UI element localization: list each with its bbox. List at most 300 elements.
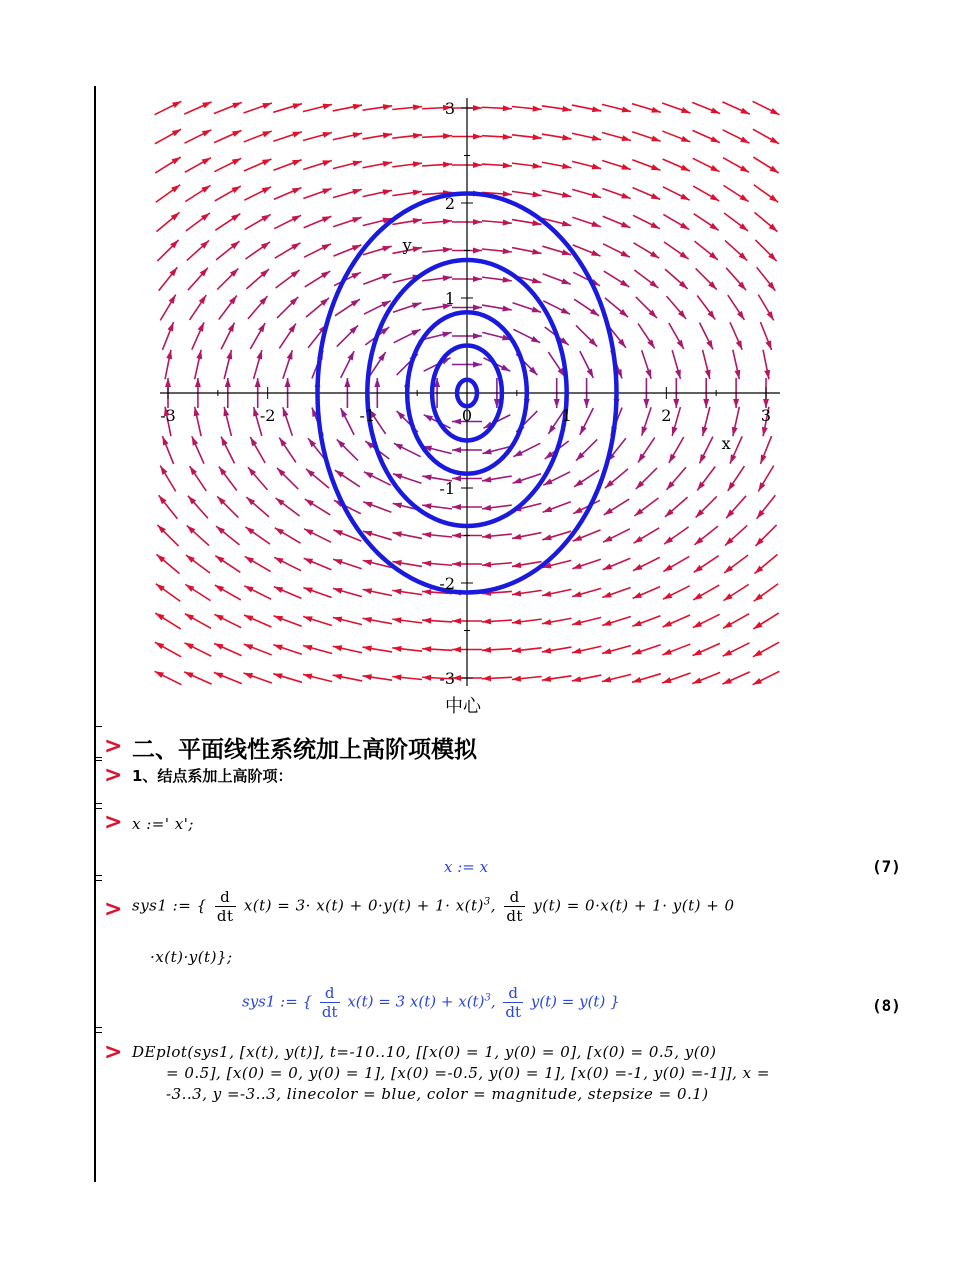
field-arrowhead	[232, 102, 241, 108]
y-axis-label: y	[402, 235, 412, 255]
phase-portrait-plot[interactable]	[140, 92, 800, 718]
field-arrowhead	[482, 477, 491, 483]
field-arrowhead	[322, 216, 331, 222]
field-arrowhead	[650, 222, 659, 229]
field-arrowhead	[250, 437, 257, 446]
input-line[interactable]: sys1 := { $\frac{d}{dt}$ $x(t) = 3\cdot x(t) + 0\cdot y(t) + 1\cdot x(t)^3$, $\frac{d}{dt}$ y(t) = 0·x(t) + 1· y(t) + 0	[132, 888, 735, 925]
field-arrowhead	[452, 447, 461, 453]
field-arrowhead	[333, 617, 342, 623]
field-arrowhead	[711, 107, 720, 113]
field-arrowhead	[590, 308, 599, 315]
field-arrowhead	[754, 594, 763, 602]
plot-axes	[160, 98, 780, 686]
field-arrowhead	[199, 295, 206, 304]
field-arrowhead	[292, 132, 301, 138]
field-arrowhead	[503, 105, 512, 111]
field-arrowhead	[394, 443, 403, 450]
field-arrowhead	[502, 306, 511, 312]
field-arrowhead	[292, 215, 301, 222]
field-arrowhead	[693, 621, 702, 628]
field-arrowhead	[287, 350, 293, 359]
field-arrowhead	[383, 104, 392, 110]
field-arrowhead	[694, 565, 703, 572]
field-arrowhead	[769, 166, 778, 173]
field-arrowhead	[392, 646, 401, 652]
field-arrowhead	[292, 103, 301, 109]
field-arrowhead	[592, 135, 601, 141]
field-arrowhead	[285, 378, 291, 387]
field-arrowhead	[643, 399, 649, 408]
field-arrowhead	[501, 365, 510, 372]
x-tick-label: 0	[461, 406, 473, 425]
field-arrowhead	[392, 589, 401, 595]
field-arrowhead	[591, 250, 600, 256]
field-arrowhead	[760, 454, 766, 463]
field-arrowhead	[663, 564, 672, 571]
field-arrowhead	[621, 193, 630, 199]
field-arrowhead	[255, 378, 261, 387]
field-arrowhead	[221, 437, 228, 446]
field-arrowhead	[512, 562, 521, 568]
field-arrowhead	[672, 426, 678, 435]
field-arrowhead	[374, 378, 380, 387]
field-arrowhead	[680, 194, 689, 201]
derivative-operator: $\frac{d}{dt}$	[506, 888, 523, 925]
field-arrowhead	[572, 563, 581, 569]
field-arrowhead	[602, 648, 611, 654]
field-arrowhead	[513, 450, 522, 457]
y-tick-label: -1	[439, 479, 455, 498]
field-arrowhead	[502, 277, 511, 283]
x-tick-label: -2	[259, 406, 276, 425]
field-arrowhead	[740, 108, 749, 114]
field-arrowhead	[740, 137, 749, 144]
field-arrowhead	[262, 131, 271, 137]
field-arrowhead	[770, 108, 779, 115]
input-line-continued[interactable]: = 0.5], [x(0) = 0, y(0) = 1], [x(0) =-0.5, y(0) = 1], [x(0) =-1, y(0) =-1]], x =	[166, 1064, 770, 1082]
field-arrowhead	[542, 676, 551, 682]
field-arrowhead	[531, 336, 540, 343]
field-arrowhead	[262, 159, 271, 165]
field-arrowhead	[723, 621, 732, 628]
field-arrowhead	[262, 187, 271, 194]
field-arrowhead	[543, 506, 552, 512]
field-arrowhead	[728, 482, 735, 491]
field-arrowhead	[632, 620, 641, 626]
x-tick-label: -1	[359, 406, 376, 425]
field-arrowhead	[351, 299, 360, 306]
field-arrowhead	[710, 194, 719, 201]
field-arrowhead	[322, 244, 331, 251]
field-arrowhead	[198, 322, 204, 331]
field-arrowhead	[621, 251, 630, 258]
field-arrowhead	[422, 475, 431, 481]
field-arrowhead	[452, 618, 461, 624]
field-arrowhead	[542, 648, 551, 654]
field-arrowhead	[244, 644, 253, 650]
field-arrowhead	[584, 399, 590, 408]
field-arrowhead	[424, 415, 433, 422]
field-arrowhead	[572, 648, 581, 654]
field-arrowhead	[215, 585, 224, 592]
field-arrowhead	[273, 673, 282, 679]
field-arrowhead	[413, 190, 422, 196]
output-line: sys1 := { $\frac{d}{dt}$ x(t) = 3 $x(t) + x(t)^3$, $\frac{d}{dt}$ y(t) = y(t) }	[242, 984, 620, 1021]
field-arrowhead	[201, 185, 210, 192]
field-arrowhead	[422, 675, 431, 681]
field-arrowhead	[692, 649, 701, 655]
subsection-bracket	[94, 760, 102, 804]
y-tick-label: 3	[444, 99, 455, 118]
field-arrowhead	[473, 248, 482, 254]
field-arrowhead	[634, 536, 643, 543]
field-arrowhead	[363, 560, 372, 566]
field-arrowhead	[190, 466, 197, 475]
field-arrowhead	[681, 165, 690, 171]
field-arrowhead	[194, 407, 200, 416]
field-arrowhead	[223, 407, 229, 416]
field-arrowhead	[733, 399, 739, 408]
x-tick-label: 3	[760, 406, 772, 425]
field-arrowhead	[662, 677, 671, 683]
field-arrowhead	[393, 474, 402, 480]
field-arrowhead	[753, 622, 762, 629]
field-arrowhead	[214, 614, 223, 621]
field-arrowhead	[256, 350, 262, 359]
prompt-marker: >	[104, 810, 123, 835]
field-arrowhead	[722, 678, 731, 684]
y-tick-label: 1	[444, 289, 455, 308]
field-arrowhead	[703, 399, 709, 408]
field-arrowhead	[591, 221, 600, 227]
input-line-continued[interactable]: ·x(t)·y(t)};	[150, 948, 233, 966]
field-arrowhead	[156, 584, 165, 592]
field-arrowhead	[633, 564, 642, 571]
field-arrowhead	[322, 188, 331, 194]
field-arrowhead	[620, 280, 629, 287]
field-arrowhead	[632, 649, 641, 655]
field-arrowhead	[473, 219, 482, 225]
field-arrowhead	[482, 505, 491, 511]
field-arrowhead	[155, 613, 164, 620]
equation-label: (8)	[872, 996, 901, 1015]
field-arrowhead	[592, 164, 601, 170]
field-arrowhead	[663, 593, 672, 600]
field-arrowhead	[769, 195, 778, 203]
field-arrowhead	[333, 645, 342, 651]
field-arrowhead	[422, 646, 431, 652]
field-arrowhead	[195, 378, 201, 387]
field-arrowhead	[392, 617, 401, 623]
prompt-marker: >	[104, 734, 123, 759]
field-arrowhead	[244, 615, 253, 621]
field-arrowhead	[647, 339, 654, 348]
field-arrowhead	[679, 251, 688, 259]
field-arrowhead	[202, 130, 211, 137]
field-arrowhead	[602, 620, 611, 626]
field-arrowhead	[542, 534, 551, 540]
y-tick-label: -3	[439, 669, 455, 688]
field-arrowhead	[155, 642, 164, 649]
field-arrowhead	[261, 214, 270, 221]
field-arrowhead	[651, 107, 660, 113]
field-arrowhead	[274, 557, 283, 564]
field-arrowhead	[602, 592, 611, 598]
field-arrowhead	[352, 161, 361, 167]
field-arrowhead	[304, 558, 313, 564]
field-arrowhead	[680, 222, 689, 229]
field-arrowhead	[245, 556, 254, 563]
field-arrowhead	[292, 160, 301, 166]
field-arrowhead	[572, 591, 581, 597]
field-arrowhead	[651, 164, 660, 170]
field-arrowhead	[303, 674, 312, 680]
output-line: x := x	[444, 858, 489, 876]
equation-1: x(t) = 3· x(t) + 0·y(t) + 1· x(t)	[243, 896, 484, 915]
field-arrowhead	[165, 378, 171, 387]
field-arrowhead	[681, 107, 690, 113]
field-arrowhead	[274, 616, 283, 622]
field-arrowhead	[304, 529, 313, 536]
output-lhs: sys1 := {	[242, 992, 313, 1011]
field-arrowhead	[422, 503, 431, 509]
field-arrowhead	[562, 106, 571, 112]
field-arrowhead	[765, 340, 771, 349]
field-arrowhead	[723, 650, 732, 657]
field-arrowhead	[162, 436, 168, 445]
field-arrowhead	[443, 133, 452, 139]
field-arrowhead	[353, 132, 362, 138]
field-arrowhead	[303, 587, 312, 593]
field-arrowhead	[279, 438, 286, 447]
field-arrowhead	[413, 218, 422, 224]
field-arrowhead	[184, 643, 193, 650]
field-arrowhead	[737, 311, 744, 320]
field-arrowhead	[382, 246, 391, 252]
field-arrowhead	[770, 137, 779, 144]
field-arrowhead	[452, 647, 461, 653]
field-arrowhead	[532, 191, 541, 197]
field-arrowhead	[413, 161, 422, 167]
field-arrowhead	[382, 274, 391, 280]
field-arrowhead	[347, 351, 354, 360]
plot-caption: 中心	[445, 696, 481, 717]
field-arrowhead	[710, 223, 719, 230]
input-line[interactable]: x :=' x';	[132, 815, 194, 833]
field-arrowhead	[413, 133, 422, 139]
field-arrowhead	[363, 646, 372, 652]
field-arrowhead	[638, 453, 645, 462]
field-arrowhead	[258, 323, 265, 332]
field-arrowhead	[651, 193, 660, 199]
field-arrowhead	[303, 616, 312, 622]
field-arrowhead	[710, 165, 719, 172]
field-arrowhead	[202, 102, 211, 108]
y-tick-label: -2	[439, 574, 455, 593]
section-bracket	[94, 726, 102, 758]
field-arrowhead	[344, 378, 350, 387]
field-arrowhead	[452, 504, 461, 510]
field-arrowhead	[225, 378, 231, 387]
field-arrowhead	[621, 135, 630, 141]
field-arrowhead	[412, 303, 421, 309]
field-arrowhead	[473, 333, 482, 339]
field-arrowhead	[621, 222, 630, 228]
field-arrowhead	[532, 163, 541, 169]
field-arrowhead	[333, 530, 342, 536]
field-arrowhead	[512, 590, 521, 596]
field-arrowhead	[232, 186, 241, 193]
field-arrowhead	[202, 158, 211, 165]
field-arrowhead	[335, 470, 344, 477]
x-tick-label: -3	[160, 406, 176, 425]
field-arrowhead	[167, 322, 173, 331]
field-arrowhead	[351, 272, 360, 279]
field-arrowhead	[562, 221, 571, 227]
field-arrowhead	[232, 158, 241, 165]
field-arrowhead	[513, 478, 522, 484]
field-arrowhead	[452, 561, 461, 567]
field-arrowhead	[669, 454, 676, 463]
field-arrowhead	[482, 647, 491, 653]
field-arrowhead	[303, 645, 312, 651]
field-arrowhead	[662, 649, 671, 655]
field-arrowhead	[292, 188, 301, 194]
field-arrowhead	[352, 189, 361, 195]
subsection-title: 1、结点系加上高阶项：	[132, 767, 293, 785]
field-arrowhead	[473, 362, 482, 368]
prompt-marker: >	[104, 763, 123, 788]
field-arrowhead	[288, 324, 295, 333]
field-arrowhead	[442, 332, 451, 338]
field-arrowhead	[758, 482, 765, 491]
field-arrowhead	[561, 308, 570, 315]
field-arrowhead	[172, 101, 181, 108]
field-arrowhead	[532, 134, 541, 140]
field-arrowhead	[767, 311, 774, 320]
field-arrowhead	[673, 399, 679, 408]
field-arrowhead	[633, 592, 642, 598]
field-arrowhead	[196, 350, 202, 359]
field-arrowhead	[378, 352, 385, 361]
equation-label: (7)	[872, 857, 901, 876]
field-arrowhead	[171, 157, 180, 164]
field-arrowhead	[740, 194, 749, 201]
field-arrowhead	[261, 242, 270, 250]
field-arrowhead	[323, 104, 332, 110]
field-arrowhead	[664, 536, 673, 544]
field-arrowhead	[253, 407, 259, 416]
equation-2: y(t) = 0·x(t) + 1· y(t) + 0	[533, 896, 735, 915]
field-arrowhead	[699, 454, 706, 463]
input-line-continued[interactable]: -3..3, y =-3..3, linecolor = blue, color = magnitude, stepsize = 0.1)	[166, 1085, 709, 1103]
field-arrowhead	[364, 472, 373, 479]
derivative-operator: $\frac{d}{dt}$	[505, 984, 521, 1021]
section-title: 二、平面线性系统加上高阶项模拟	[132, 737, 477, 763]
field-arrowhead	[592, 192, 601, 198]
field-arrowhead	[452, 533, 461, 539]
field-arrowhead	[169, 295, 176, 304]
field-arrowhead	[321, 271, 330, 278]
output-equation-2: y(t) = y(t)	[530, 992, 606, 1011]
field-arrowhead	[228, 323, 235, 332]
field-arrowhead	[621, 164, 630, 170]
field-arrowhead	[215, 556, 224, 563]
prompt-marker: >	[104, 897, 123, 922]
input-line[interactable]: DEplot(sys1, [x(t), y(t)], t=-10..10, [[x(0) = 1, y(0) = 0], [x(0) = 0.5, y(0)	[132, 1043, 717, 1061]
field-arrowhead	[512, 647, 521, 653]
field-arrowhead	[702, 427, 708, 436]
y-tick-label: 2	[444, 194, 455, 213]
field-arrowhead	[333, 588, 342, 594]
field-arrowhead	[473, 134, 482, 140]
field-arrowhead	[562, 135, 571, 141]
field-arrowhead	[512, 619, 521, 625]
field-arrowhead	[275, 528, 284, 535]
field-arrowhead	[693, 593, 702, 600]
field-arrowhead	[352, 217, 361, 223]
input-lhs: sys1 := {	[132, 896, 207, 915]
derivative-operator: $\frac{d}{dt}$	[321, 984, 338, 1021]
field-arrowhead	[322, 132, 331, 138]
field-arrowhead	[473, 276, 482, 282]
field-arrowhead	[245, 527, 254, 535]
field-arrowhead	[692, 677, 701, 683]
field-arrowhead	[362, 674, 371, 680]
field-arrowhead	[548, 425, 555, 434]
field-arrowhead	[561, 278, 570, 284]
field-arrowhead	[192, 436, 198, 445]
x-tick-label: 1	[561, 406, 572, 425]
field-arrowhead	[753, 650, 762, 657]
field-arrowhead	[283, 407, 289, 416]
field-arrowhead	[262, 103, 271, 109]
field-arrowhead	[291, 243, 300, 250]
field-arrowhead	[214, 643, 223, 649]
field-arrowhead	[573, 507, 582, 514]
field-arrowhead	[705, 370, 711, 379]
field-arrowhead	[681, 136, 690, 142]
field-arrowhead	[226, 350, 232, 359]
field-arrowhead	[650, 251, 659, 258]
field-arrowhead	[473, 305, 482, 311]
field-arrowhead	[383, 133, 392, 139]
field-arrowhead	[532, 307, 541, 313]
field-arrowhead	[274, 587, 283, 593]
x-tick-label: 2	[661, 406, 672, 425]
field-arrowhead	[632, 677, 641, 683]
field-arrowhead	[231, 214, 240, 221]
field-arrowhead	[736, 340, 742, 349]
field-arrowhead	[734, 370, 740, 379]
field-arrowhead	[642, 426, 648, 435]
field-arrowhead	[603, 564, 612, 570]
field-arrowhead	[184, 672, 193, 678]
field-arrowhead	[622, 107, 631, 113]
field-arrowhead	[554, 399, 560, 408]
field-arrowhead	[185, 584, 194, 591]
field-arrowhead	[604, 508, 613, 515]
field-arrowhead	[675, 369, 681, 378]
field-arrowhead	[645, 369, 651, 378]
field-arrowhead	[305, 499, 314, 506]
field-arrowhead	[651, 136, 660, 142]
field-arrowhead	[244, 586, 253, 593]
field-arrowhead	[473, 105, 482, 111]
cell-bracket	[94, 808, 102, 876]
field-arrowhead	[341, 408, 348, 417]
field-arrowhead	[155, 671, 164, 678]
